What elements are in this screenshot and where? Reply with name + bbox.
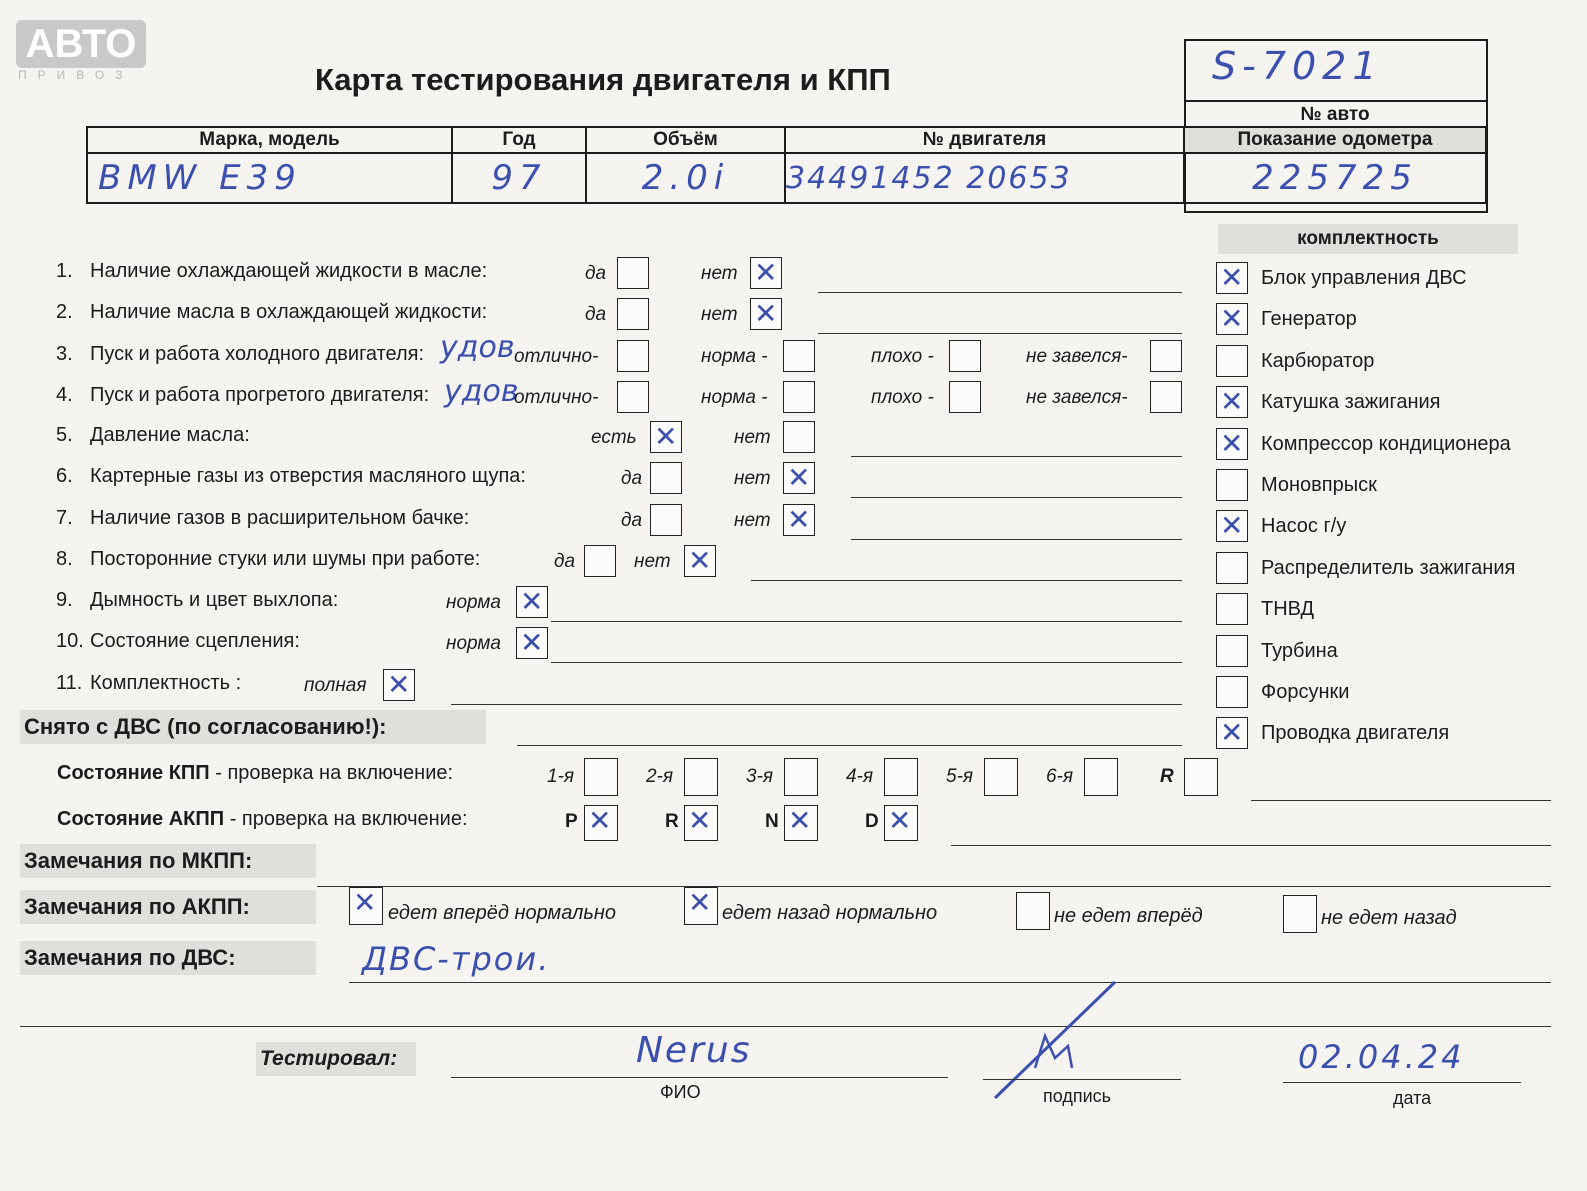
answer-line <box>818 292 1182 293</box>
answer-line <box>551 621 1182 622</box>
komplekt-title: комплектность <box>1218 224 1518 254</box>
answer-line <box>983 1079 1181 1080</box>
page-title: Карта тестирования двигателя и КПП <box>315 62 891 97</box>
opt-yes: да <box>621 510 643 531</box>
komplekt-item-label: Проводка двигателя <box>1261 722 1450 744</box>
q-text: Дымность и цвет выхлопа: <box>90 589 339 611</box>
header-label-model: Марка, модель <box>87 127 452 153</box>
komplekt-item-label: Компрессор кондиционера <box>1261 433 1511 455</box>
q-number: 8. <box>56 548 73 570</box>
mode-checkbox[interactable] <box>584 805 618 841</box>
checkbox[interactable] <box>617 340 649 372</box>
answer-line <box>751 580 1182 581</box>
checkbox[interactable] <box>1150 340 1182 372</box>
gear-checkbox[interactable] <box>1084 758 1118 796</box>
gear-checkbox[interactable] <box>984 758 1018 796</box>
opt-yes: да <box>554 551 576 572</box>
answer-line <box>451 704 1182 705</box>
opt-no: нет <box>701 263 738 284</box>
komplekt-checkbox[interactable] <box>1216 635 1248 667</box>
checkbox-checked[interactable] <box>684 545 716 577</box>
answer-line <box>551 662 1182 663</box>
checkbox-checked[interactable] <box>783 462 815 494</box>
opt-normal: норма - <box>701 387 768 408</box>
year-value[interactable]: 97 <box>452 153 586 203</box>
checkbox[interactable] <box>617 257 649 289</box>
checkbox[interactable] <box>617 298 649 330</box>
komplekt-checkbox[interactable] <box>1216 469 1248 501</box>
checkbox-checked[interactable] <box>383 669 415 701</box>
opt-yes: да <box>585 263 607 284</box>
mode-label: N <box>765 811 779 832</box>
gear-label: 3-я <box>746 766 774 787</box>
akpp-remark-option: не едет вперёд <box>1054 905 1203 927</box>
fio-caption: ФИО <box>660 1082 701 1102</box>
header-label-odometer: Показание одометра <box>1184 127 1486 153</box>
opt-no-start: не завелся- <box>1026 346 1128 367</box>
opt-no: нет <box>734 427 771 448</box>
q-number: 5. <box>56 424 73 446</box>
mode-label: D <box>865 811 879 832</box>
opt-normal: норма - <box>701 346 768 367</box>
gear-label: 5-я <box>946 766 974 787</box>
opt-bad: плохо - <box>871 387 934 408</box>
q-text: Комплектность : <box>90 672 242 694</box>
checkbox[interactable] <box>650 462 682 494</box>
opt-excellent: отлично- <box>514 387 599 408</box>
vehicle-header-table <box>86 126 1487 204</box>
gear-label: 4-я <box>846 766 874 787</box>
opt-normal: норма <box>446 592 501 613</box>
opt-no-start: не завелся- <box>1026 387 1128 408</box>
gear-label: R <box>1160 766 1174 787</box>
checkbox[interactable] <box>783 381 815 413</box>
gear-label: 1-я <box>547 766 575 787</box>
opt-no: нет <box>734 510 771 531</box>
answer-line <box>317 886 1551 887</box>
opt-yes: да <box>621 468 643 489</box>
checkbox-checked[interactable] <box>750 257 782 289</box>
answer-line <box>20 1026 1551 1027</box>
komplekt-checkbox[interactable] <box>1216 428 1248 460</box>
q-number: 3. <box>56 343 73 365</box>
handwritten-note[interactable]: удов <box>440 330 515 365</box>
mode-checkbox[interactable] <box>884 805 918 841</box>
checkbox-checked[interactable] <box>516 586 548 618</box>
kpp-label-wrap <box>57 762 453 785</box>
handwritten-note[interactable]: удов <box>444 374 519 409</box>
checkbox-checked[interactable] <box>750 298 782 330</box>
answer-line <box>951 845 1551 846</box>
komplekt-checkbox[interactable] <box>1216 717 1248 749</box>
q-text: Картерные газы из отверстия масляного щупа: <box>90 465 526 487</box>
model-value[interactable]: BMW E39 <box>87 153 452 203</box>
akpp-remark-option: едет вперёд нормально <box>388 902 617 924</box>
q-number: 2. <box>56 301 73 323</box>
komplekt-item-label: Насос г/у <box>1261 515 1347 537</box>
opt-no: нет <box>734 468 771 489</box>
signature-caption: подпись <box>1043 1086 1112 1106</box>
q-number: 6. <box>56 465 73 487</box>
gear-label: 6-я <box>1046 766 1074 787</box>
mode-checkbox[interactable] <box>784 805 818 841</box>
opt-normal: норма <box>446 633 501 654</box>
gear-checkbox[interactable] <box>684 758 718 796</box>
gear-checkbox[interactable] <box>784 758 818 796</box>
answer-line <box>818 333 1182 334</box>
auto-number-value[interactable]: S-7021 <box>1212 44 1383 88</box>
komplekt-checkbox[interactable] <box>1216 510 1248 542</box>
checkbox[interactable] <box>949 381 981 413</box>
tester-name[interactable]: Nerus <box>636 1030 752 1071</box>
komplekt-item-label: Моновпрыск <box>1261 474 1377 496</box>
checkbox[interactable] <box>617 381 649 413</box>
akpp-remark-option: не едет назад <box>1321 907 1457 929</box>
checkbox-checked[interactable] <box>349 887 383 925</box>
date-caption: дата <box>1393 1088 1432 1108</box>
checkbox[interactable] <box>650 504 682 536</box>
answer-line <box>851 456 1182 457</box>
divider <box>1184 100 1486 102</box>
mode-checkbox[interactable] <box>684 805 718 841</box>
q-text: Пуск и работа холодного двигателя: <box>90 343 425 365</box>
q-text: Наличие охлаждающей жидкости в масле: <box>90 260 488 282</box>
remarks-dvs-label: Замечания по ДВС: <box>20 941 316 975</box>
checkbox[interactable] <box>783 421 815 453</box>
checkbox[interactable] <box>1150 381 1182 413</box>
q-number: 4. <box>56 384 73 406</box>
answer-line <box>1251 800 1551 801</box>
akpp-remark-option: едет назад нормально <box>722 902 938 924</box>
remarks-akpp-label: Замечания по АКПП: <box>20 890 316 924</box>
komplekt-item-label: ТНВД <box>1261 598 1315 620</box>
volume-value[interactable]: 2.0i <box>586 153 785 203</box>
header-label-year: Год <box>452 127 586 153</box>
komplekt-item-label: Распределитель зажигания <box>1261 557 1516 579</box>
answer-line <box>517 745 1182 746</box>
checkbox[interactable] <box>783 340 815 372</box>
komplekt-item-label: Форсунки <box>1261 681 1350 703</box>
komplekt-checkbox[interactable] <box>1216 262 1248 294</box>
q-number: 11. <box>56 672 83 694</box>
checkbox[interactable] <box>949 340 981 372</box>
checkbox-checked[interactable] <box>650 421 682 453</box>
checkbox-checked[interactable] <box>516 627 548 659</box>
komplekt-checkbox[interactable] <box>1216 386 1248 418</box>
gear-label: 2-я <box>646 766 674 787</box>
akpp-label: Состояние АКПП <box>57 808 225 830</box>
answer-line <box>349 982 1551 983</box>
komplekt-item-label: Блок управления ДВС <box>1261 267 1467 289</box>
q-number: 1. <box>56 260 73 282</box>
checkbox[interactable] <box>584 545 616 577</box>
tested-by-label: Тестировал: <box>256 1042 416 1076</box>
engine-number-value[interactable]: 34491452 20653 <box>785 153 1184 203</box>
mode-label: R <box>665 811 679 832</box>
gear-checkbox[interactable] <box>884 758 918 796</box>
logo-subtitle: ПРИВОЗ <box>18 68 134 82</box>
checkbox-checked[interactable] <box>684 887 718 925</box>
opt-no: нет <box>701 304 738 325</box>
q-number: 10. <box>56 630 84 652</box>
komplekt-checkbox[interactable] <box>1216 593 1248 625</box>
kpp-label: Состояние КПП <box>57 762 210 784</box>
answer-line <box>851 497 1182 498</box>
akpp-suffix: - проверка на включение: <box>229 808 468 830</box>
opt-excellent: отлично- <box>514 346 599 367</box>
q-text: Наличие газов в расширительном бачке: <box>90 507 470 529</box>
gear-checkbox[interactable] <box>1184 758 1218 796</box>
opt-no: нет <box>634 551 671 572</box>
answer-line <box>451 1077 948 1078</box>
auto-number-label: № авто <box>1300 104 1370 125</box>
q-text: Давление масла: <box>90 424 250 446</box>
opt-present: есть <box>591 427 637 448</box>
checkbox[interactable] <box>1016 892 1050 930</box>
header-label-volume: Объём <box>586 127 785 153</box>
answer-line <box>1283 1082 1521 1083</box>
komplekt-checkbox[interactable] <box>1216 676 1248 708</box>
komplekt-item-label: Карбюратор <box>1261 350 1375 372</box>
checkbox[interactable] <box>1283 895 1317 933</box>
kpp-suffix: - проверка на включение: <box>215 762 454 784</box>
gear-checkbox[interactable] <box>584 758 618 796</box>
removed-from-engine-label: Снято с ДВС (по согласованию!): <box>20 710 486 744</box>
q-text: Состояние сцепления: <box>90 630 300 652</box>
q-text: Посторонние стуки или шумы при работе: <box>90 548 481 570</box>
q-number: 9. <box>56 589 73 611</box>
komplekt-item-label: Катушка зажигания <box>1261 391 1441 413</box>
remarks-mkpp-label: Замечания по МКПП: <box>20 844 316 878</box>
komplekt-checkbox[interactable] <box>1216 345 1248 377</box>
akpp-label-wrap <box>57 808 468 831</box>
test-date[interactable]: 02.04.24 <box>1298 1038 1465 1076</box>
opt-full: полная <box>304 675 367 696</box>
opt-bad: плохо - <box>871 346 934 367</box>
dvs-remark-note[interactable]: ДВС-трои. <box>362 940 551 978</box>
answer-line <box>851 539 1182 540</box>
q-number: 7. <box>56 507 73 529</box>
q-text: Наличие масла в охлаждающей жидкости: <box>90 301 488 323</box>
q-text: Пуск и работа прогретого двигателя: <box>90 384 430 406</box>
komplekt-checkbox[interactable] <box>1216 552 1248 584</box>
komplekt-item-label: Генератор <box>1261 308 1357 330</box>
header-label-engine-number: № двигателя <box>785 127 1184 153</box>
mode-label: P <box>565 811 578 832</box>
logo: АВТО <box>16 20 146 68</box>
komplekt-checkbox[interactable] <box>1216 303 1248 335</box>
odometer-value[interactable]: 225725 <box>1184 153 1486 203</box>
komplekt-item-label: Турбина <box>1261 640 1338 662</box>
checkbox-checked[interactable] <box>783 504 815 536</box>
opt-yes: да <box>585 304 607 325</box>
